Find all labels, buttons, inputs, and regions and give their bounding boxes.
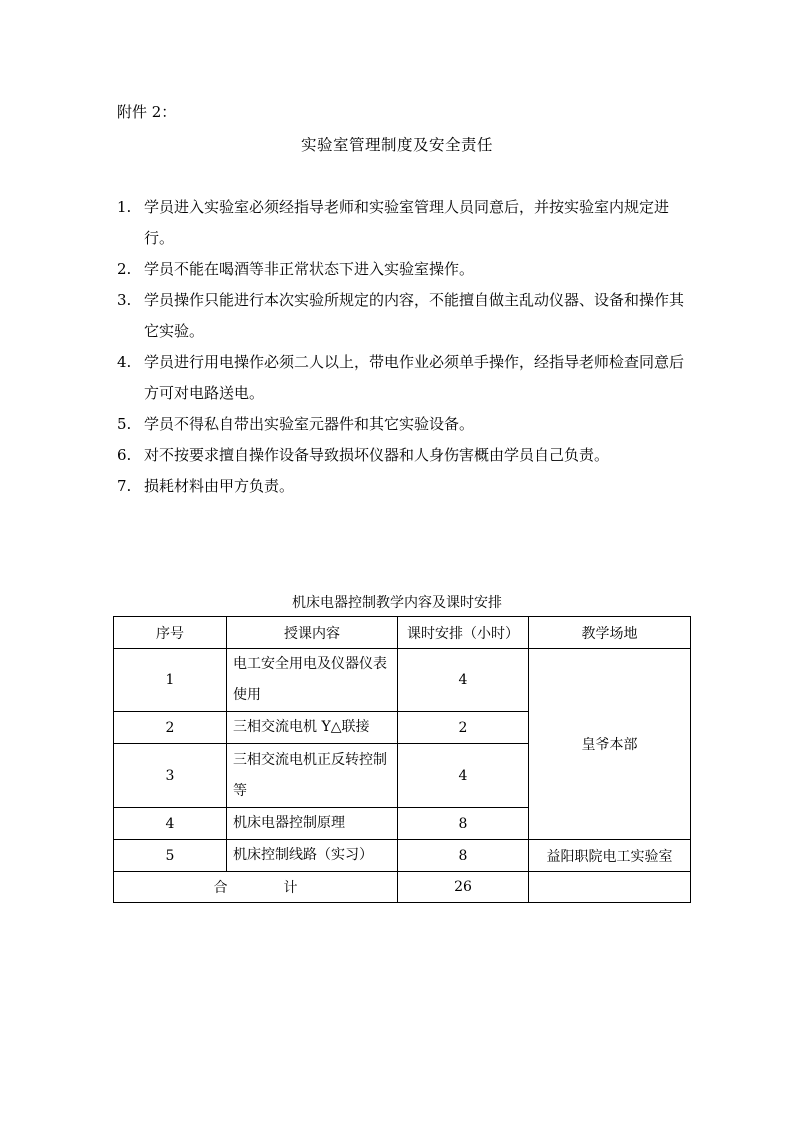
rule-text: 学员进入实验室必须经指导老师和实验室管理人员同意后，并按实验室内规定进行。 [144, 198, 670, 247]
rule-text: 学员进行用电操作必须二人以上，带电作业必须单手操作，经指导老师检查同意后方可对电路送电。 [144, 353, 685, 402]
row-content: 机床电器控制原理 [227, 808, 398, 840]
table-caption: 机床电器控制教学内容及课时安排 [292, 595, 502, 611]
table-row [114, 649, 691, 712]
row-hours: 4 [398, 649, 529, 712]
table-header-row [114, 617, 691, 649]
page-title: 实验室管理制度及安全责任 [300, 136, 493, 154]
table-row [114, 840, 691, 872]
list-item [117, 409, 687, 440]
row-number: 2 [114, 712, 227, 744]
rule-number: 7. [117, 477, 132, 495]
attachment-label: 附件 2： [117, 103, 177, 121]
list-item [117, 254, 687, 285]
rule-number: 6. [117, 446, 132, 464]
list-item [117, 285, 687, 347]
total-label: 合 计 [114, 872, 398, 903]
total-venue [529, 872, 691, 903]
list-item [117, 347, 687, 409]
row-hours: 8 [398, 840, 529, 872]
header-cell: 序号 [114, 617, 227, 649]
rule-number: 1. [117, 198, 132, 216]
total-hours: 26 [398, 872, 529, 903]
venue-row5: 益阳职院电工实验室 [529, 840, 691, 872]
row-number: 1 [114, 649, 227, 712]
list-item [117, 440, 687, 471]
row-content: 三相交流电机正反转控制等 [227, 744, 398, 808]
rule-text: 对不按要求擅自操作设备导致损坏仪器和人身伤害概由学员自己负责。 [144, 446, 610, 464]
row-content: 电工安全用电及仪器仪表使用 [227, 649, 398, 712]
rule-number: 4. [117, 353, 132, 371]
row-content: 机床控制线路（实习） [227, 840, 398, 872]
rule-text: 损耗材料由甲方负责。 [144, 477, 295, 495]
row-content: 三相交流电机 Y△联接 [227, 712, 398, 744]
rule-text: 学员操作只能进行本次实验所规定的内容，不能擅自做主乱动仪器、设备和操作其它实验。 [144, 291, 685, 340]
rule-number: 3. [117, 291, 132, 309]
row-hours: 2 [398, 712, 529, 744]
rule-text: 学员不能在喝酒等非正常状态下进入实验室操作。 [144, 260, 475, 278]
schedule-table [113, 616, 691, 903]
row-number: 4 [114, 808, 227, 840]
rule-number: 2. [117, 260, 132, 278]
list-item [117, 192, 687, 254]
list-item [117, 471, 687, 502]
rule-text: 学员不得私自带出实验室元器件和其它实验设备。 [144, 415, 475, 433]
row-number: 5 [114, 840, 227, 872]
row-number: 3 [114, 744, 227, 808]
header-cell: 课时安排（小时） [398, 617, 529, 649]
venue-main: 皇爷本部 [529, 649, 691, 840]
row-hours: 8 [398, 808, 529, 840]
row-hours: 4 [398, 744, 529, 808]
table-total-row [114, 872, 691, 903]
rule-number: 5. [117, 415, 132, 433]
header-cell: 教学场地 [529, 617, 691, 649]
header-cell: 授课内容 [227, 617, 398, 649]
rules-list [117, 192, 687, 502]
